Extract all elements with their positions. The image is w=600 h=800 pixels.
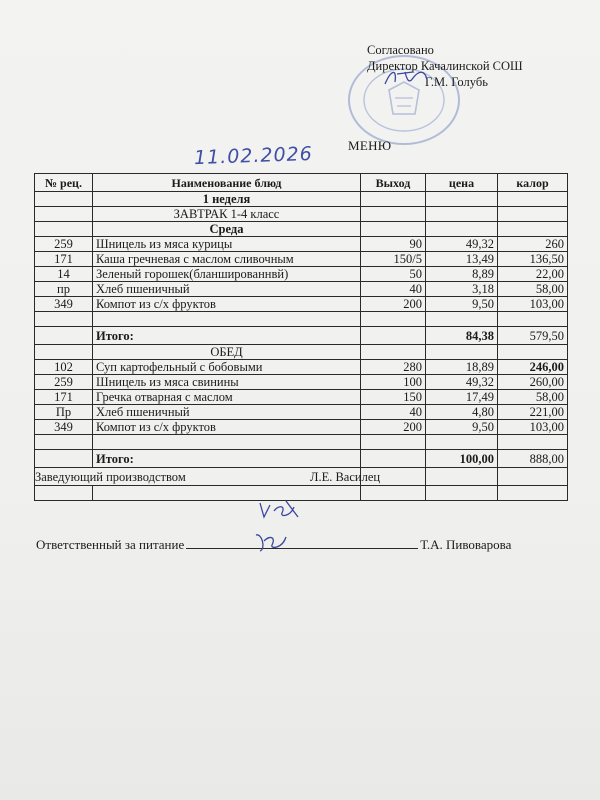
footer-label: Ответственный за питание	[36, 537, 185, 552]
dish-price: 17,49	[426, 390, 498, 405]
dish-yield: 280	[361, 360, 426, 375]
total-calories: 888,00	[498, 450, 568, 468]
dish-name: Зеленый горошек(бланшированнвй)	[93, 267, 361, 282]
table-row	[35, 282, 568, 297]
dish-calories: 136,50	[498, 252, 568, 267]
dish-price: 9,50	[426, 420, 498, 435]
total-calories: 579,50	[498, 327, 568, 345]
dish-name: Хлеб пшеничный	[93, 282, 361, 297]
header-yield: Выход	[361, 174, 426, 192]
dish-calories: 221,00	[498, 405, 568, 420]
dish-price: 4,80	[426, 405, 498, 420]
dish-name: Каша гречневая с маслом сливочным	[93, 252, 361, 267]
dish-yield: 50	[361, 267, 426, 282]
dish-price: 9,50	[426, 297, 498, 312]
table-row	[35, 390, 568, 405]
approval-name: Г.М. Голубь	[425, 75, 488, 89]
dish-calories: 58,00	[498, 390, 568, 405]
total-label: Итого:	[93, 327, 361, 345]
responsible-signature	[252, 531, 292, 553]
dish-price: 18,89	[426, 360, 498, 375]
dish-yield: 40	[361, 405, 426, 420]
dish-price: 49,32	[426, 237, 498, 252]
dish-name: Компот из с/х фруктов	[93, 420, 361, 435]
manager-label: Заведующий производством	[35, 469, 186, 484]
dish-price: 49,32	[426, 375, 498, 390]
dish-yield: 200	[361, 297, 426, 312]
header-dish-name: Наименование блюд	[93, 174, 361, 192]
table-row	[35, 252, 568, 267]
dish-calories: 22,00	[498, 267, 568, 282]
header-price: цена	[426, 174, 498, 192]
dish-name: Шницель из мяса курицы	[93, 237, 361, 252]
lunch-section-label: ОБЕД	[93, 345, 361, 360]
recipe-code: пр	[35, 282, 93, 297]
recipe-code: 349	[35, 420, 93, 435]
signature-line	[186, 536, 418, 549]
dish-calories: 246,00	[498, 360, 568, 375]
dish-name: Хлеб пшеничный	[93, 405, 361, 420]
dish-calories: 103,00	[498, 420, 568, 435]
recipe-code: 349	[35, 297, 93, 312]
recipe-code: 102	[35, 360, 93, 375]
recipe-code: 259	[35, 375, 93, 390]
dish-price: 3,18	[426, 282, 498, 297]
menu-table	[34, 173, 568, 501]
dish-calories: 103,00	[498, 297, 568, 312]
dish-name: Шницель из мяса свинины	[93, 375, 361, 390]
dish-calories: 260	[498, 237, 568, 252]
dish-yield: 150/5	[361, 252, 426, 267]
recipe-code: Пр	[35, 405, 93, 420]
dish-yield: 90	[361, 237, 426, 252]
dish-yield: 40	[361, 282, 426, 297]
table-row	[35, 375, 568, 390]
dish-yield: 200	[361, 420, 426, 435]
header-row	[35, 174, 568, 192]
table-row	[35, 267, 568, 282]
lunch-total-row	[35, 450, 568, 468]
recipe-code: 171	[35, 252, 93, 267]
dish-price: 13,49	[426, 252, 498, 267]
dish-name: Компот из с/х фруктов	[93, 297, 361, 312]
week-label: 1 неделя	[93, 192, 361, 207]
approval-position: Директор Качалинской СОШ	[367, 59, 523, 73]
recipe-code: 259	[35, 237, 93, 252]
dish-yield: 150	[361, 390, 426, 405]
total-price: 100,00	[426, 450, 498, 468]
approval-title: Согласовано	[367, 43, 434, 57]
dish-price: 8,89	[426, 267, 498, 282]
table-row	[35, 237, 568, 252]
total-price: 84,38	[426, 327, 498, 345]
breakfast-section-label: ЗАВТРАК 1-4 класс	[93, 207, 361, 222]
footer-name: Т.А. Пивоварова	[420, 537, 512, 552]
dish-name: Гречка отварная с маслом	[93, 390, 361, 405]
handwritten-date: 11.02.2026	[193, 142, 314, 170]
director-signature	[383, 66, 431, 88]
table-row	[35, 297, 568, 312]
menu-title: МЕНЮ	[348, 138, 392, 153]
breakfast-total-row	[35, 327, 568, 345]
table-row	[35, 420, 568, 435]
dish-calories: 58,00	[498, 282, 568, 297]
manager-name: Л.Е. Василец	[309, 469, 381, 484]
table-row	[35, 405, 568, 420]
day-label: Среда	[93, 222, 361, 237]
manager-row	[35, 468, 568, 486]
table-row	[35, 360, 568, 375]
dish-calories: 260,00	[498, 375, 568, 390]
total-label: Итого:	[93, 450, 361, 468]
recipe-code: 171	[35, 390, 93, 405]
header-calories: калор	[498, 174, 568, 192]
manager-signature	[256, 497, 302, 521]
recipe-code: 14	[35, 267, 93, 282]
dish-yield: 100	[361, 375, 426, 390]
dish-name: Суп картофельный с бобовыми	[93, 360, 361, 375]
header-recipe-no: № рец.	[35, 174, 93, 192]
